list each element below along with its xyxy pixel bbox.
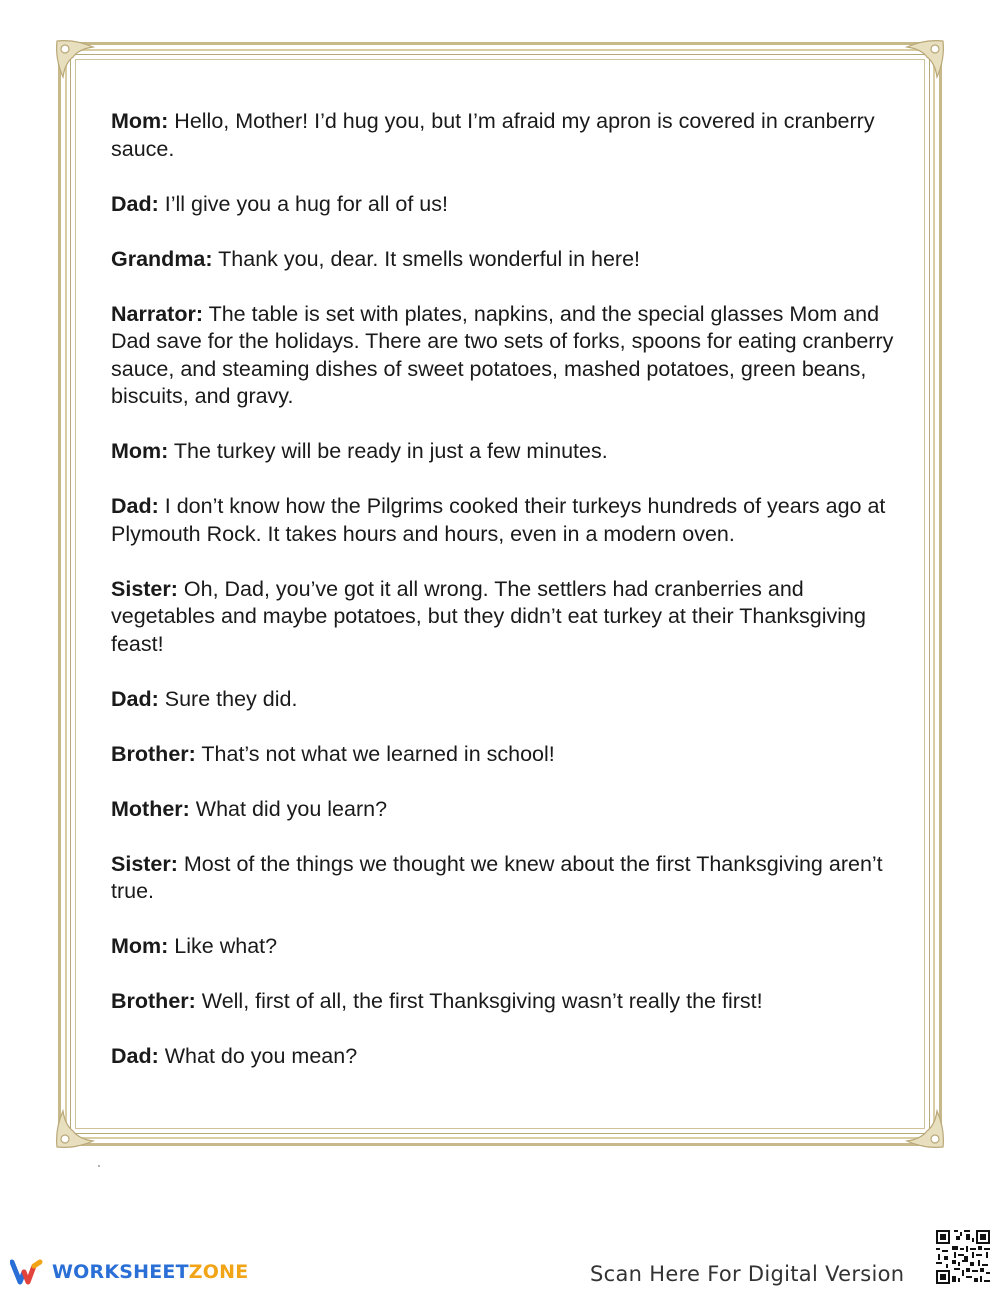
speaker-name: Narrator: xyxy=(111,301,203,326)
dialogue-line xyxy=(111,301,901,411)
speaker-name: Mom: xyxy=(111,109,169,133)
line-text: Well, first of all, the first Thanksgiving wasn’t really the first! xyxy=(195,989,763,1013)
logo-text xyxy=(52,1261,248,1283)
logo-text-zone: ZONE xyxy=(188,1261,249,1283)
speaker-name: Mother: xyxy=(111,796,190,821)
line-text: Like what? xyxy=(168,934,278,958)
logo-w-icon xyxy=(10,1258,46,1286)
dialogue-line xyxy=(111,988,901,1016)
stray-dot xyxy=(98,1165,100,1167)
speaker-name: Dad: xyxy=(111,686,159,711)
speaker-name: Mom: xyxy=(111,934,169,958)
dialogue-line xyxy=(111,741,901,769)
dialogue-line xyxy=(111,796,901,824)
line-text: Hello, Mother! I’d hug you, but I’m afraid my apron is covered in cranberry sauce. xyxy=(111,109,875,161)
line-text: I’ll give you a hug for all of us! xyxy=(158,191,448,216)
line-text: What did you learn? xyxy=(189,796,388,821)
line-text: I don’t know how the Pilgrims cooked their turkeys hundreds of years ago at Plymouth Rock. It takes hours and hours, even in a modern oven. xyxy=(111,494,886,546)
dialogue-line xyxy=(111,1043,901,1071)
dialogue-line xyxy=(111,191,901,219)
speaker-name: Grandma: xyxy=(111,246,213,271)
corner-ornament-icon xyxy=(53,37,97,81)
line-text: The turkey will be ready in just a few minutes. xyxy=(168,439,608,463)
dialogue-line xyxy=(111,851,901,906)
corner-ornament-icon xyxy=(903,37,947,81)
qr-code-icon[interactable] xyxy=(934,1228,992,1286)
worksheet-zone-logo[interactable] xyxy=(10,1258,248,1286)
speaker-name: Sister: xyxy=(111,576,178,601)
speaker-name: Dad: xyxy=(111,191,159,216)
speaker-name: Dad: xyxy=(111,1044,159,1068)
speaker-name: Sister: xyxy=(111,851,178,876)
dialogue-line xyxy=(111,576,901,659)
line-text: Thank you, dear. It smells wonderful in here! xyxy=(212,246,641,271)
line-text: Sure they did. xyxy=(158,686,298,711)
corner-ornament-icon xyxy=(53,1107,97,1151)
line-text: The table is set with plates, napkins, and the special glasses Mom and Dad save for the holidays. There are two sets of forks, spoons for eating cranberry sauce, and steaming dishes of sweet potatoes, mashed potatoes, green beans, biscuits, and gravy. xyxy=(111,301,894,408)
speaker-name: Brother: xyxy=(111,741,196,766)
line-text: What do you mean? xyxy=(158,1044,358,1068)
line-text: That’s not what we learned in school! xyxy=(195,741,555,766)
dialogue-line xyxy=(111,438,901,466)
dialogue-line xyxy=(111,493,901,548)
dialogue-line xyxy=(111,108,901,163)
speaker-name: Brother: xyxy=(111,989,196,1013)
speaker-name: Dad: xyxy=(111,494,159,518)
line-text: Oh, Dad, you’ve got it all wrong. The settlers had cranberries and vegetables and maybe potatoes, but they didn’t eat turkey at their Thanksgiving feast! xyxy=(111,576,866,656)
dialogue-line xyxy=(111,246,901,274)
logo-text-worksheet: WORKSHEET xyxy=(52,1261,189,1283)
dialogue-body xyxy=(111,108,901,1098)
speaker-name: Mom: xyxy=(111,439,169,463)
scan-caption: Scan Here For Digital Version xyxy=(590,1262,905,1286)
corner-ornament-icon xyxy=(903,1107,947,1151)
line-text: Most of the things we thought we knew about the first Thanksgiving aren’t true. xyxy=(111,851,883,903)
dialogue-line xyxy=(111,933,901,961)
dialogue-line xyxy=(111,686,901,714)
